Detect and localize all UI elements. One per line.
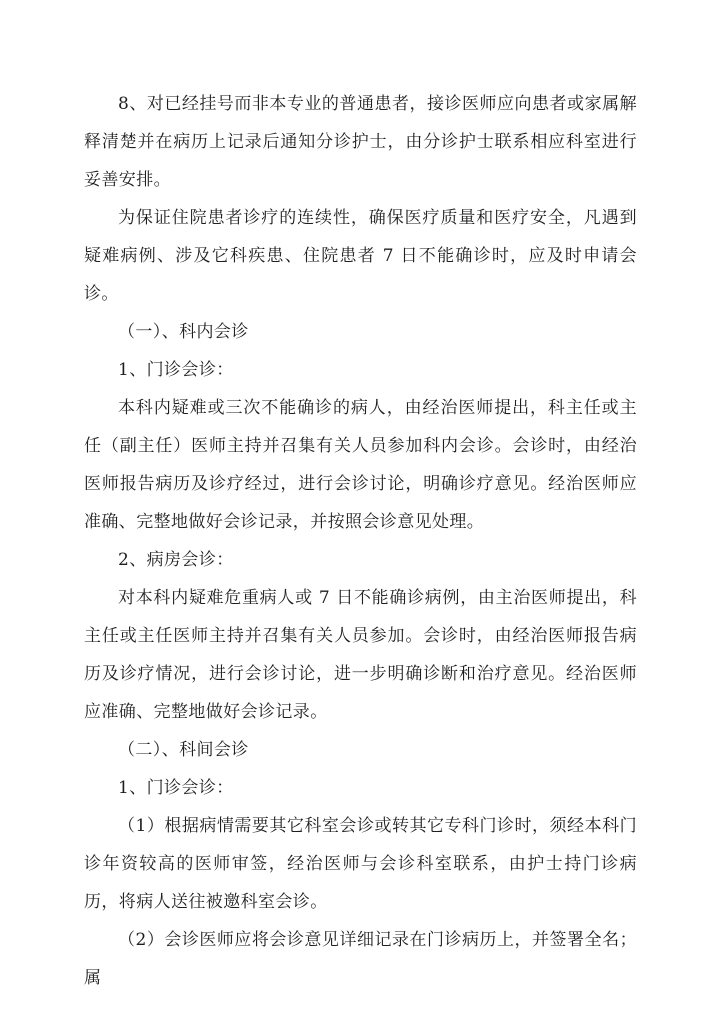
heading-section-1: （一）、科内会诊	[118, 322, 249, 342]
paragraph-interdept-item-2: （2）会诊医师应将会诊意见详细记录在门诊病历上，并签署全名；属	[84, 930, 637, 988]
paragraph-intro: 为保证住院患者诊疗的连续性，确保医疗质量和医疗安全，凡遇到疑难病例、涉及它科疾患、住院患者 7 日不能确诊时，应及时申请会诊。	[84, 208, 637, 304]
paragraph-interdept-item-1: （1）根据病情需要其它科室会诊或转其它专科门诊时，须经本科门诊年资较高的医师审签，经治医师与会诊科室联系，由护士持门诊病历，将病人送往被邀科室会诊。	[84, 816, 637, 912]
paragraph-intradept-outpatient: 本科内疑难或三次不能确诊的病人，由经治医师提出，科主任或主任（副主任）医师主持并召集有关人员参加科内会诊。会诊时，由经治医师报告病历及诊疗经过，进行会诊讨论，明确诊疗意见。经治医师应准确、完整地做好会诊记录，并按照会诊意见处理。	[84, 398, 637, 532]
heading-ward-consultation: 2、病房会诊：	[118, 550, 234, 570]
heading-outpatient-consultation-2: 1、门诊会诊：	[118, 778, 234, 798]
paragraph-item-8: 8、对已经挂号而非本专业的普通患者，接诊医师应向患者或家属解释清楚并在病历上记录后通知分诊护士，由分诊护士联系相应科室进行妥善安排。	[84, 94, 637, 190]
paragraph-ward-consultation: 对本科内疑难危重病人或 7 日不能确诊病例，由主治医师提出，科主任或主任医师主持并召集有关人员参加。会诊时，由经治医师报告病历及诊疗情况，进行会诊讨论，进一步明确诊断和治疗意见。经治医师应准确、完整地做好会诊记录。	[84, 588, 637, 722]
heading-outpatient-consultation-1: 1、门诊会诊：	[118, 360, 234, 380]
document-body	[84, 85, 637, 997]
heading-section-2: （二）、科间会诊	[118, 740, 249, 760]
